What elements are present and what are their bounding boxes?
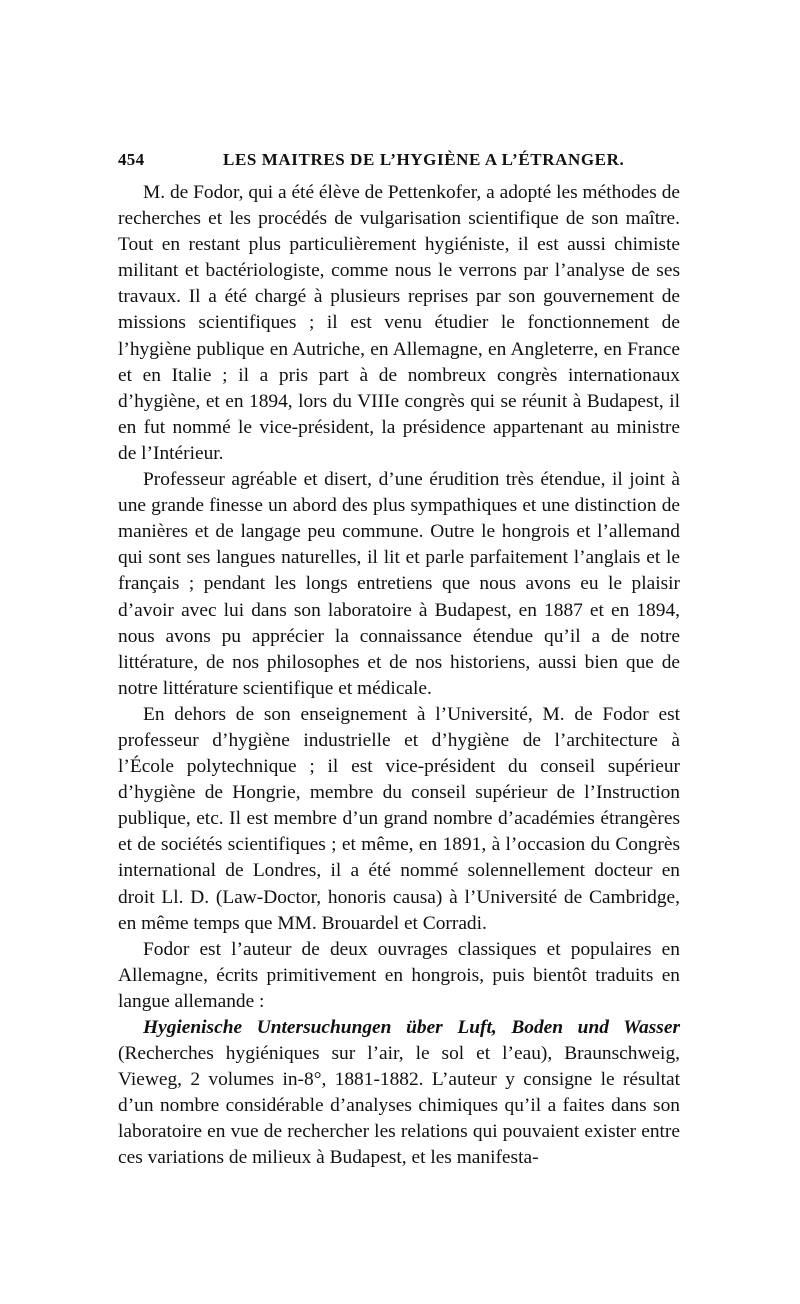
running-title: LES MAITRES DE L’HYGIÈNE A L’ÉTRANGER. <box>223 150 625 169</box>
book-description: (Recherches hygiéniques sur l’air, le sol et l’eau), Braunschweig, Vieweg, 2 volumes in-8°, 1881-1882. L’auteur y consigne le résultat d’un nombre considérable d’analyses chimiques qu’il a faites dans son laboratoire en vue de rechercher les relations qui pouvaient exister entre ces variations de milieux à Budapest, et les manifesta- <box>118 1043 680 1169</box>
paragraph-1: M. de Fodor, qui a été élève de Pettenkofer, a adopté les méthodes de recherches et les procédés de vulgarisation scientifique de son maître. Tout en restant plus particulièrement hygiéniste, il est aussi chimiste militant et bactériologiste, comme nous le verrons par l’analyse de ses travaux. Il a été chargé à plusieurs reprises par son gouvernement de missions scientifiques ; il est venu étudier le fonctionnement de l’hygiène publique en Autriche, en Allemagne, en Angleterre, en France et en Italie ; il a pris part à de nombreux congrès internationaux d’hygiène, et en 1894, lors du VIIIe congrès qui se réunit à Budapest, il en fut nommé le vice-président, la présidence appartenant au ministre de l’Intérieur. <box>118 182 680 464</box>
body-text <box>118 180 680 1172</box>
paragraph-2: Professeur agréable et disert, d’une érudition très étendue, il joint à une grande finesse un abord des plus sympathiques et une distinction de manières et de langage peu commune. Outre le hongrois et l’allemand qui sont ses langues naturelles, il lit et parle parfaitement l’anglais et le français ; pendant les longs entretiens que nous avons eu le plaisir d’avoir avec lui dans son laboratoire à Budapest, en 1887 et en 1894, nous avons pu apprécier la connaissance étendue qu’il a de notre littérature, de nos philosophes et de nos historiens, aussi bien que de notre littérature scientifique et médicale. <box>118 469 680 699</box>
paragraph-3: En dehors de son enseignement à l’Université, M. de Fodor est professeur d’hygiène industrielle et d’hygiène de l’architecture à l’École polytechnique ; il est vice-président du conseil supérieur d’hygiène de Hongrie, membre du conseil supérieur de l’Instruction publique, etc. Il est membre d’un grand nombre d’académies étrangères et de sociétés scientifiques ; et même, en 1891, à l’occasion du Congrès international de Londres, il a été nommé solennellement docteur en droit Ll. D. (Law-Doctor, honoris causa) à l’Université de Cambridge, en même temps que MM. Brouardel et Corradi. <box>118 703 680 934</box>
page-number: 454 <box>118 150 145 169</box>
book-title: Hygienische Untersuchungen über Luft, Boden und Wasser <box>143 1017 680 1038</box>
book-entry <box>118 1015 680 1172</box>
paragraph-4: Fodor est l’auteur de deux ouvrages classiques et populaires en Allemagne, écrits primitivement en hongrois, puis bientôt traduits en langue allemande : <box>118 938 680 1012</box>
running-head <box>118 150 680 174</box>
